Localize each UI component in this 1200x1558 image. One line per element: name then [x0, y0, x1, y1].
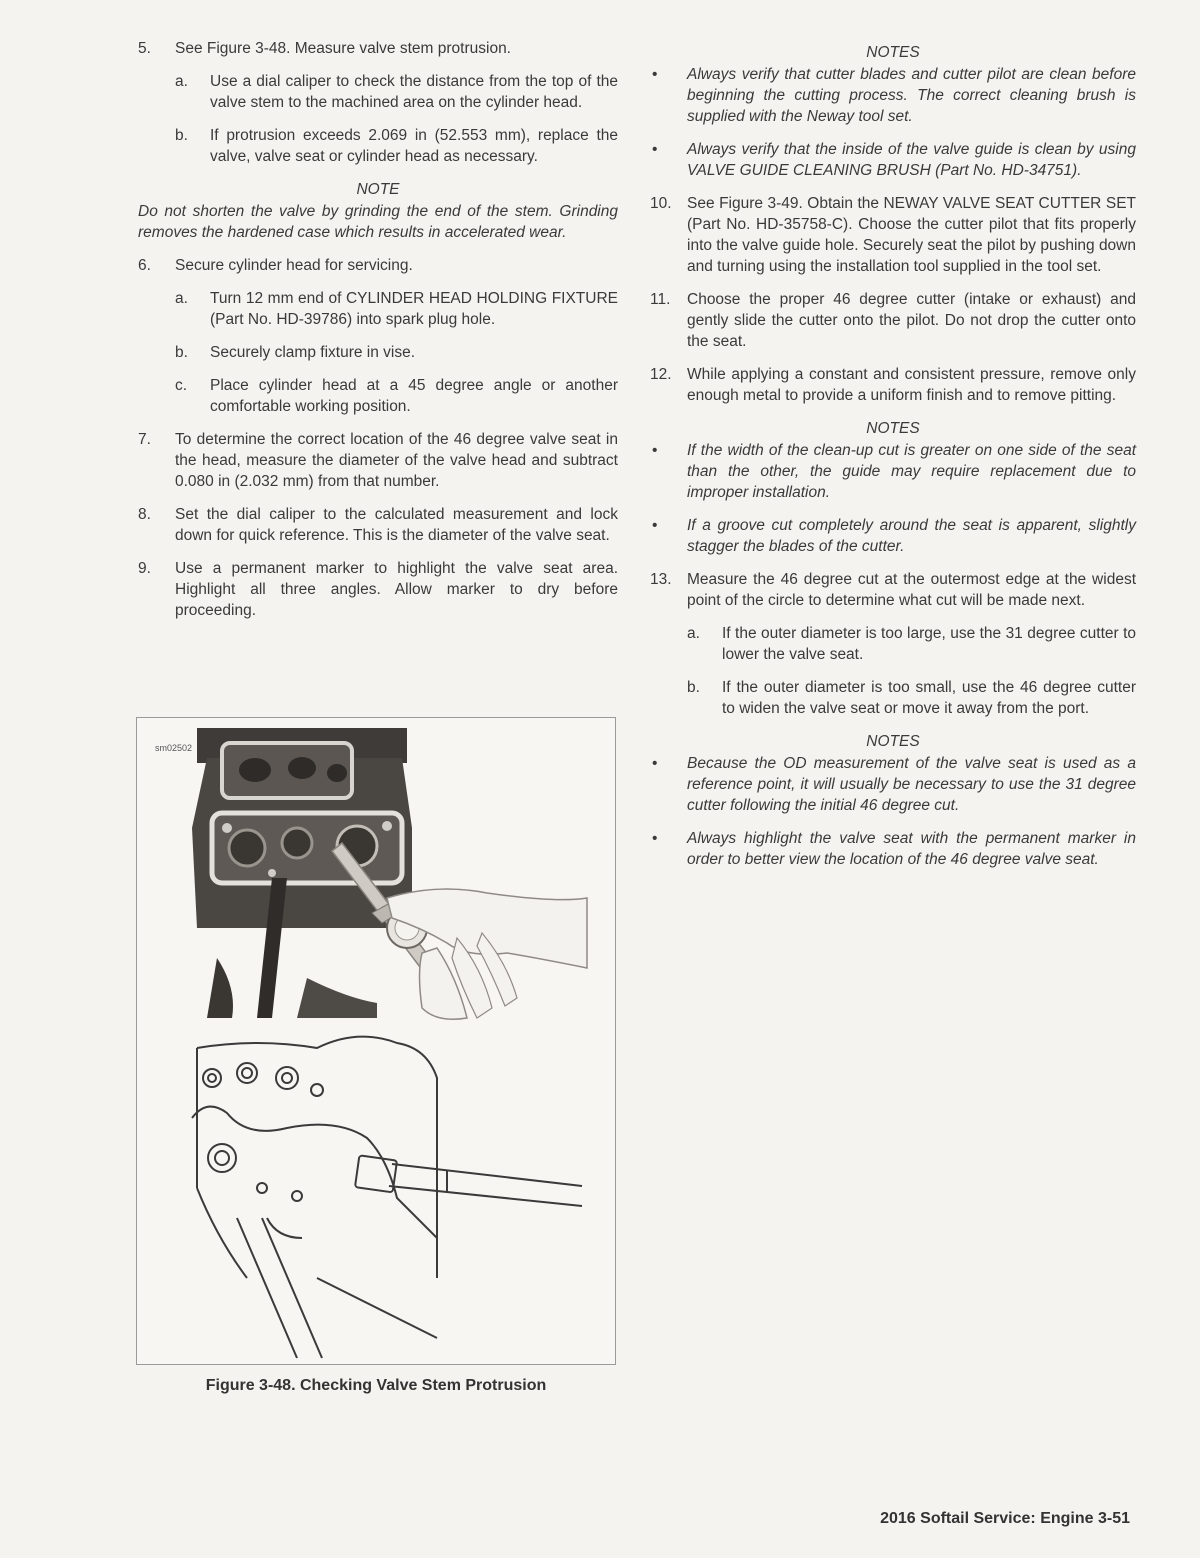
step-6 — [138, 255, 618, 276]
cylinder-head-photo — [192, 728, 412, 1018]
bullet-marker: • — [652, 442, 658, 459]
step-9 — [138, 558, 618, 621]
figure-3-48 — [136, 717, 616, 1365]
substep-text: Turn 12 mm end of CYLINDER HEAD HOLDING FIXTURE (Part No. HD-39786) into spark plug hole. — [210, 290, 618, 328]
step-number: 7. — [138, 431, 151, 448]
bullet-marker: • — [652, 755, 658, 772]
step-10 — [650, 193, 1136, 277]
figure-illustration — [137, 718, 615, 1364]
substep-text: Place cylinder head at a 45 degree angle or another comfortable working position. — [210, 377, 618, 415]
substep-label: b. — [687, 679, 700, 696]
note-text: Always highlight the valve seat with the permanent marker in order to better view the location of the 46 degree valve seat. — [687, 830, 1136, 868]
step-number: 10. — [650, 195, 672, 212]
right-column — [650, 38, 1136, 882]
step-number: 11. — [650, 291, 671, 308]
substep-label: c. — [175, 377, 188, 394]
substep-label: b. — [175, 344, 188, 361]
cutter-line-drawing — [192, 1037, 582, 1358]
step-number: 13. — [650, 571, 672, 588]
step-text: To determine the correct location of the 46 degree valve seat in the head, measure the diameter of the valve head and subtract 0.080 in (2.032 mm) from that number. — [175, 431, 618, 490]
step-6a — [138, 288, 618, 330]
substep-text: Securely clamp fixture in vise. — [210, 344, 416, 361]
note-bullet — [650, 515, 1136, 557]
substep-label: a. — [687, 625, 700, 642]
step-5b — [138, 125, 618, 167]
step-text: See Figure 3-49. Obtain the NEWAY VALVE SEAT CUTTER SET (Part No. HD-35758-C). Choose the cutter pilot that fits properly into the valve guide hole. Securely seat the pilot by pushing down and turning using the installation tool supplied in the tool set. — [687, 195, 1136, 275]
bullet-marker: • — [652, 66, 658, 83]
step-text: Secure cylinder head for servicing. — [175, 257, 413, 274]
step-text: Set the dial caliper to the calculated measurement and lock down for quick reference. This is the diameter of the valve seat. — [175, 506, 618, 544]
step-5 — [138, 38, 618, 59]
substep-text: If protrusion exceeds 2.069 in (52.553 mm), replace the valve, valve seat or cylinder head as necessary. — [210, 127, 618, 165]
figure-caption: Figure 3-48. Checking Valve Stem Protrusion — [205, 1377, 547, 1394]
substep-text: Use a dial caliper to check the distance from the top of the valve stem to the machined area on the cylinder head. — [210, 73, 618, 111]
note-text: Always verify that cutter blades and cutter pilot are clean before beginning the cutting process. The correct cleaning brush is supplied with the Neway tool set. — [687, 66, 1136, 125]
step-13b — [650, 677, 1136, 719]
step-8 — [138, 504, 618, 546]
substep-label: b. — [175, 127, 188, 144]
step-text: See Figure 3-48. Measure valve stem protrusion. — [175, 40, 511, 57]
step-7 — [138, 429, 618, 492]
step-number: 9. — [138, 560, 151, 577]
note-text: Do not shorten the valve by grinding the end of the stem. Grinding removes the hardened case which results in accelerated wear. — [138, 203, 618, 241]
step-text: While applying a constant and consistent pressure, remove only enough metal to provide a uniform finish and to remove pitting. — [687, 366, 1136, 404]
notes-heading: NOTES — [866, 733, 920, 750]
notes-heading: NOTES — [866, 420, 920, 437]
step-6b — [138, 342, 618, 363]
figure-id: sm02502 — [155, 743, 193, 753]
substep-text: If the outer diameter is too small, use the 46 degree cutter to widen the valve seat or move it away from the port. — [722, 679, 1136, 717]
bullet-marker: • — [652, 517, 658, 534]
note-text: If a groove cut completely around the seat is apparent, slightly stagger the blades of the cutter. — [687, 517, 1136, 555]
note-text: Because the OD measurement of the valve seat is used as a reference point, it will usually be necessary to use the 31 degree cutter following the initial 46 degree cut. — [687, 755, 1136, 814]
note-bullet — [650, 139, 1136, 181]
note-bullet — [650, 440, 1136, 503]
step-12 — [650, 364, 1136, 406]
step-text: Use a permanent marker to highlight the valve seat area. Highlight all three angles. Allow marker to dry before proceeding. — [175, 560, 618, 619]
step-number: 5. — [138, 40, 151, 57]
bullet-marker: • — [652, 830, 658, 847]
step-number: 12. — [650, 366, 672, 383]
note-bullet — [650, 828, 1136, 870]
note-bullet — [650, 64, 1136, 127]
step-5a — [138, 71, 618, 113]
substep-label: a. — [175, 290, 188, 307]
note-text: Always verify that the inside of the valve guide is clean by using VALVE GUIDE CLEANING BRUSH (Part No. HD-34751). — [687, 141, 1136, 179]
page-footer: 2016 Softail Service: Engine 3-51 — [880, 1510, 1130, 1527]
step-number: 6. — [138, 257, 151, 274]
notes-heading: NOTES — [866, 44, 920, 61]
step-text: Measure the 46 degree cut at the outermost edge at the widest point of the circle to determine what cut will be made next. — [687, 571, 1136, 609]
step-text: Choose the proper 46 degree cutter (intake or exhaust) and gently slide the cutter onto the pilot. Do not drop the cutter onto the seat. — [687, 291, 1136, 350]
substep-label: a. — [175, 73, 188, 90]
note-heading: NOTE — [356, 181, 400, 198]
left-column — [138, 38, 618, 633]
step-11 — [650, 289, 1136, 352]
step-number: 8. — [138, 506, 151, 523]
step-6c — [138, 375, 618, 417]
note-text: If the width of the clean-up cut is greater on one side of the seat than the other, the guide may require replacement due to improper installation. — [687, 442, 1136, 501]
bullet-marker: • — [652, 141, 658, 158]
note-bullet — [650, 753, 1136, 816]
substep-text: If the outer diameter is too large, use the 31 degree cutter to lower the valve seat. — [722, 625, 1136, 663]
step-13a — [650, 623, 1136, 665]
step-13 — [650, 569, 1136, 611]
